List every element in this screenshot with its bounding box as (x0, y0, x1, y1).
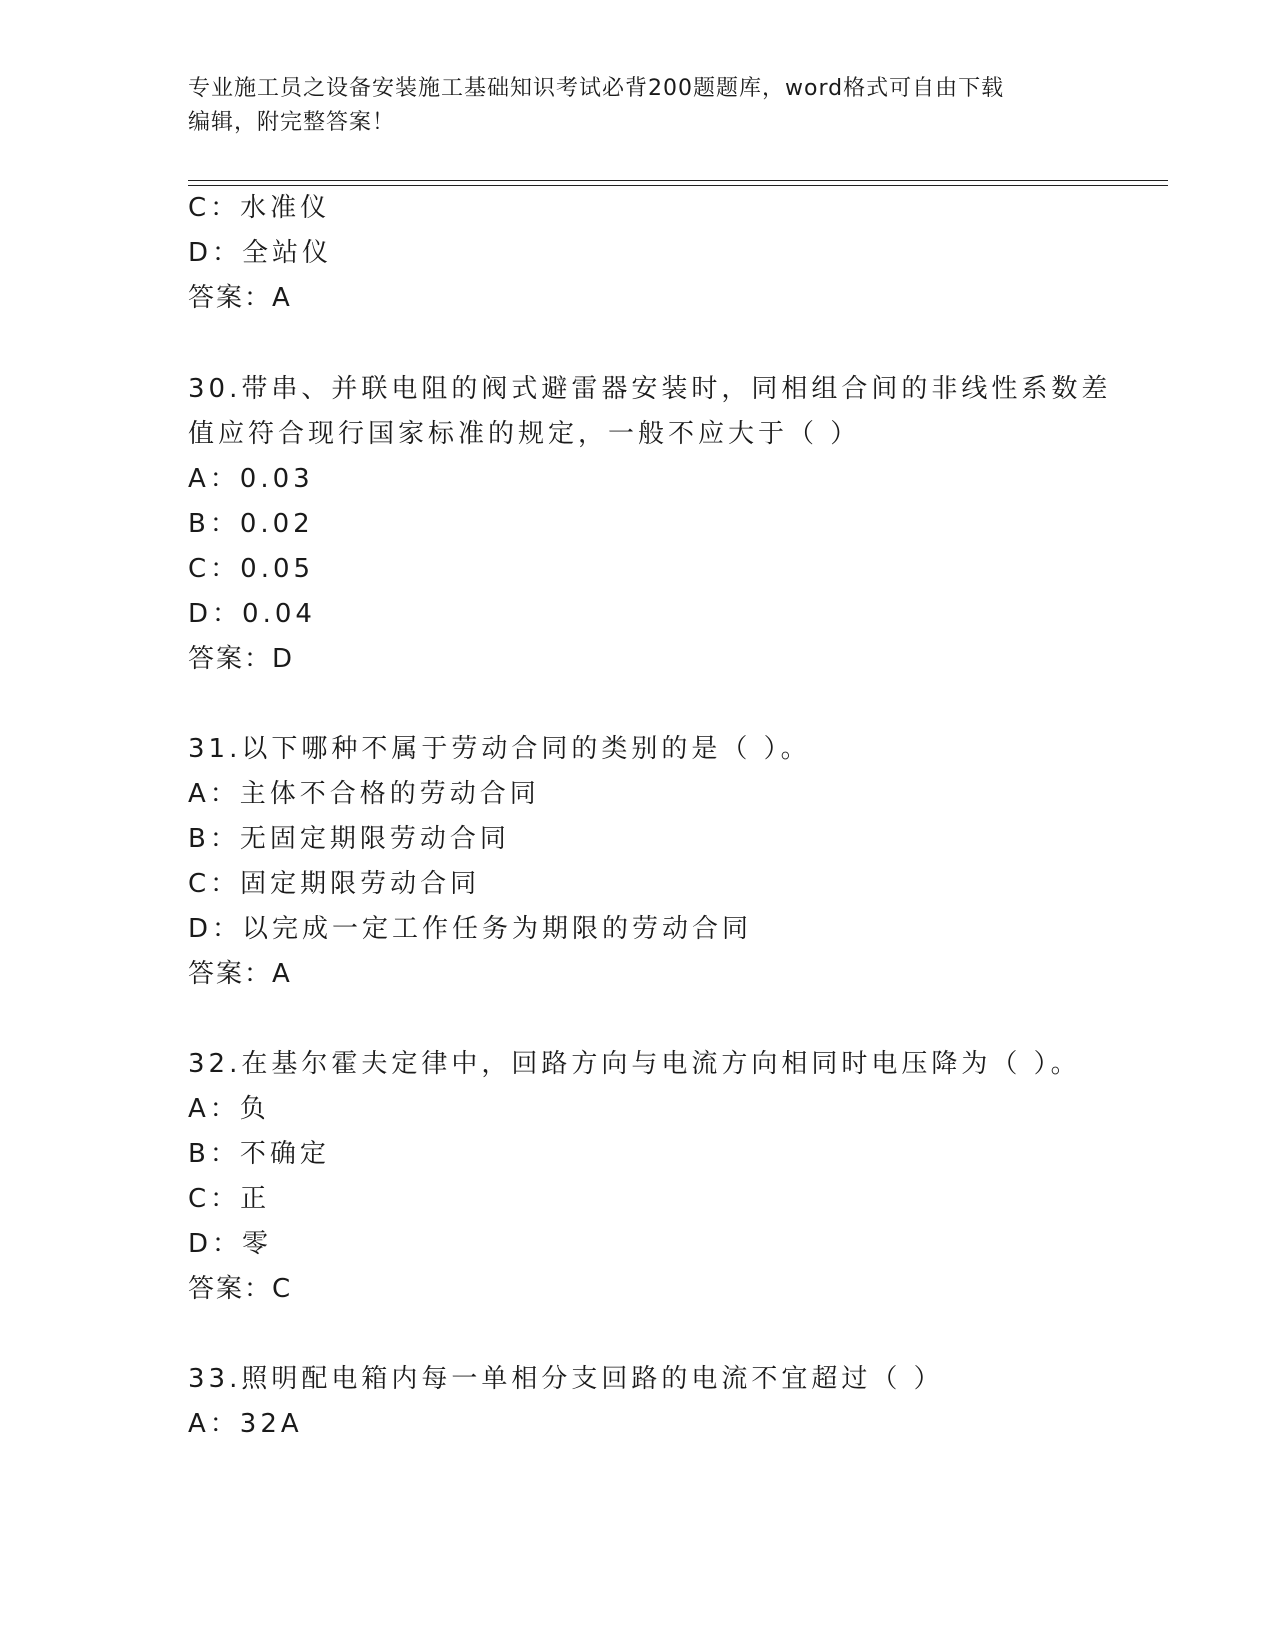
q30-stem-line1: 30.带串、并联电阻的阀式避雷器安装时，同相组合间的非线性系数差 (188, 374, 1112, 404)
q31-option-d: D：以完成一定工作任务为期限的劳动合同 (188, 914, 753, 944)
q31-stem: 31.以下哪种不属于劳动合同的类别的是（ ）。 (188, 734, 811, 764)
document-header (188, 72, 1088, 140)
q32-answer: 答案：C (188, 1274, 293, 1304)
q30-option-b: B：0.02 (188, 509, 314, 539)
q31-option-b: B：无固定期限劳动合同 (188, 824, 510, 854)
q30-option-c: C：0.05 (188, 554, 315, 584)
q33-stem: 33.照明配电箱内每一单相分支回路的电流不宜超过（ ） (188, 1364, 944, 1394)
q30-answer: 答案：D (188, 644, 295, 674)
q32-option-d: D：零 (188, 1229, 273, 1259)
header-title-line1: 专业施工员之设备安装施工基础知识考试必背200题题库，word格式可自由下载 (188, 76, 1005, 101)
q30-stem-line2: 值应符合现行国家标准的规定，一般不应大于（ ） (188, 419, 861, 449)
header-title-line2: 编辑，附完整答案！ (188, 110, 396, 135)
q29-option-d: D：全站仪 (188, 238, 333, 268)
header-divider-top (188, 180, 1168, 181)
q29-answer: 答案：A (188, 283, 292, 313)
q32-stem: 32.在基尔霍夫定律中，回路方向与电流方向相同时电压降为（ ）。 (188, 1049, 1081, 1079)
q29-option-c: C：水准仪 (188, 193, 331, 223)
q31-option-c: C：固定期限劳动合同 (188, 869, 481, 899)
q32-option-b: B：不确定 (188, 1139, 330, 1169)
q33-option-a: A：32A (188, 1409, 303, 1439)
q31-option-a: A：主体不合格的劳动合同 (188, 779, 540, 809)
q32-option-a: A：负 (188, 1094, 270, 1124)
q30-option-d: D：0.04 (188, 599, 316, 629)
q32-option-c: C：正 (188, 1184, 271, 1214)
q30-option-a: A：0.03 (188, 464, 314, 494)
q31-answer: 答案：A (188, 959, 292, 989)
header-divider-bottom (188, 185, 1168, 186)
